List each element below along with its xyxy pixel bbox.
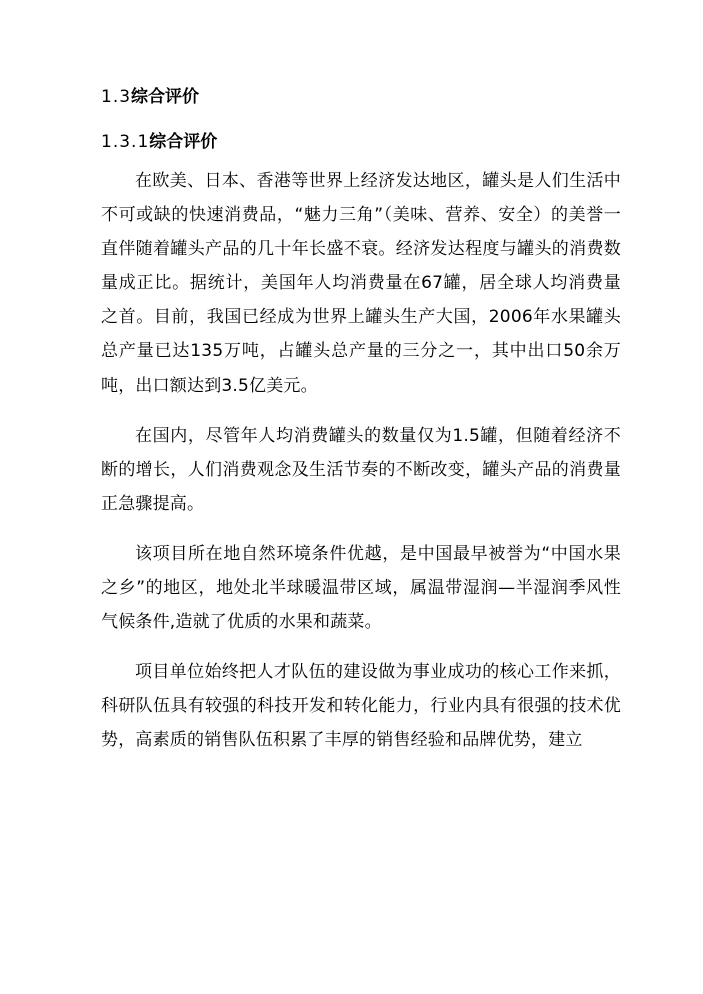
section-heading (101, 85, 621, 109)
paragraph-talent-team: 项目单位始终把人才队伍的建设做为事业成功的核心工作来抓，科研队伍具有较强的科技开发和转化能力，行业内具有很强的技术优势，高素质的销售队伍积累了丰厚的销售经验和品牌优势，建立 (101, 662, 621, 751)
paragraph-canned-food-market: 在欧美、日本、香港等世界上经济发达地区，罐头是人们生活中不可或缺的快速消费品，“魅力三角”（美味、营养、安全）的美誉一直伴随着罐头产品的几十年长盛不衰。经济发达程度与罐头的消费数量成正比。据统计，美国年人均消费量在67罐，居全球人均消费量之首。目前，我国已经成为世界上罐头生产大国，2006年水果罐头总产量已达135万吨，占罐头总产量的三分之一，其中出口50余万吨，出口额达到3.5亿美元。 (101, 171, 621, 396)
section-title: 综合评价 (131, 87, 200, 107)
document-body (101, 82, 621, 758)
subsection-heading (101, 130, 621, 154)
section-number: 1.3 (101, 87, 132, 107)
subsection-number: 1.3.1 (101, 132, 150, 152)
paragraph-natural-environment: 该项目所在地自然环境条件优越，是中国最早被誉为“中国水果之乡”的地区，地处北半球暖温带区域，属温带湿润—半湿润季风性气候条件,造就了优质的水果和蔬菜。 (101, 543, 621, 633)
paragraph-domestic-consumption: 在国内，尽管年人均消费罐头的数量仅为1.5罐，但随着经济不断的增长，人们消费观念及生活节奏的不断改变，罐头产品的消费量正急骤提高。 (101, 425, 621, 514)
subsection-title: 综合评价 (149, 132, 218, 152)
